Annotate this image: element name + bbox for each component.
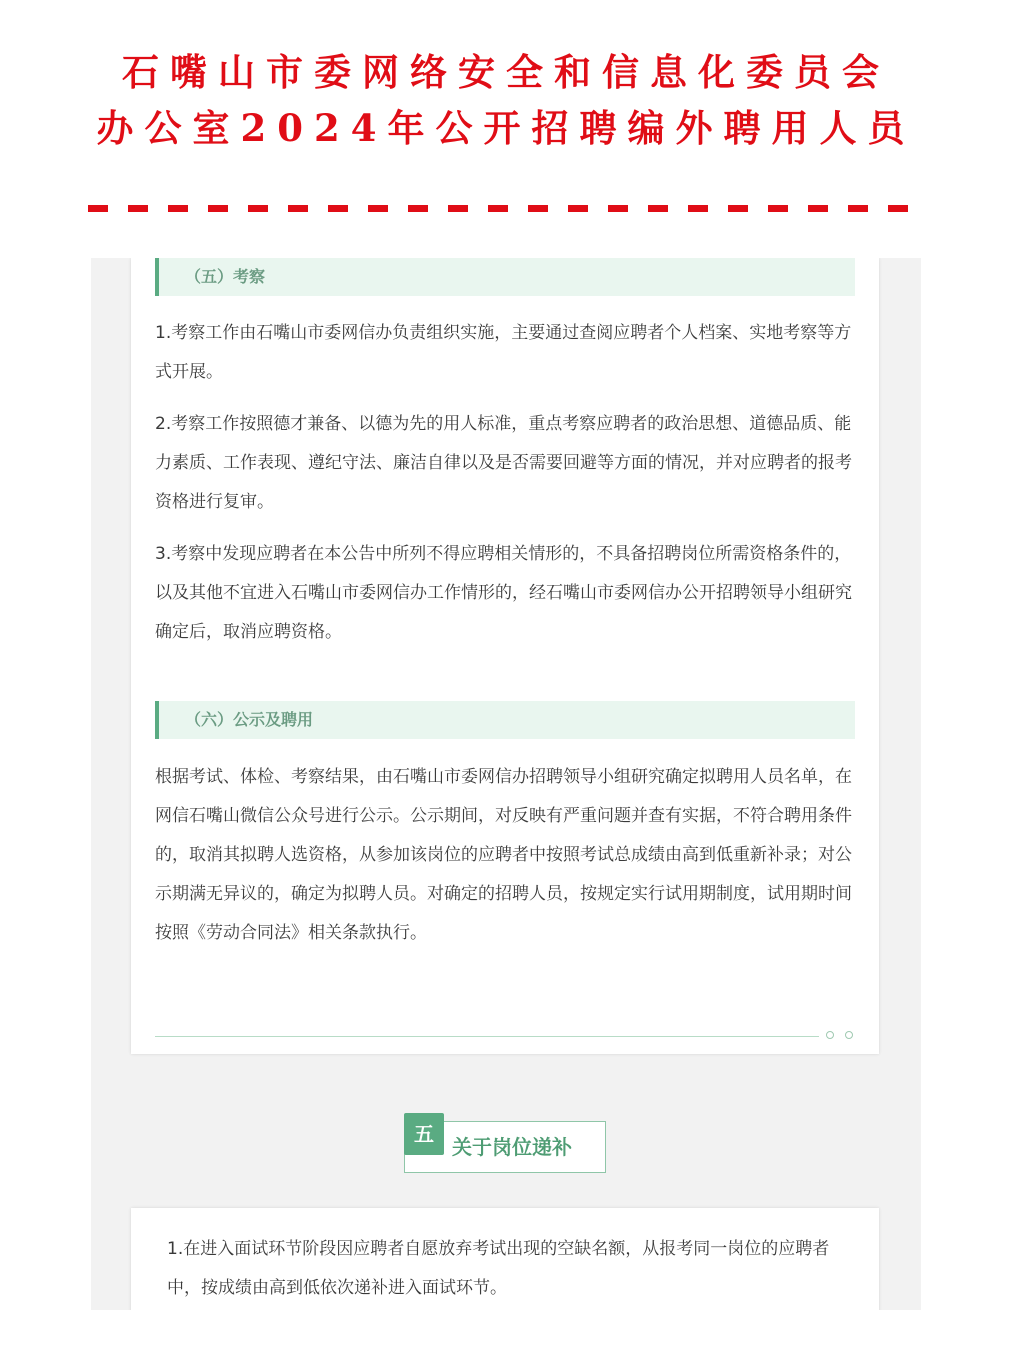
article-screenshot xyxy=(91,258,921,1310)
inspection-paragraph-2: 2.考察工作按照德才兼备、以德为先的用人标准，重点考察应聘者的政治思想、道德品质、能力素质、工作表现、遵纪守法、廉洁自律以及是否需要回避等方面的情况，并对应聘者的报考资格进行复审。 xyxy=(155,414,852,512)
chapter-number: 五 xyxy=(404,1113,444,1155)
content-card xyxy=(131,258,879,1054)
title-line-2: 办公室2024年公开招聘编外聘用人员 xyxy=(96,106,916,150)
subheading-publicity: （六）公示及聘用 xyxy=(155,701,855,739)
subheading-inspection: （五）考察 xyxy=(155,258,855,296)
card-footer-rule xyxy=(155,1036,819,1037)
chapter-label: 关于岗位递补 xyxy=(452,1135,572,1159)
circle-icon xyxy=(845,1031,853,1039)
publicity-paragraph: 根据考试、体检、考察结果，由石嘴山市委网信办招聘领导小组研究确定拟聘用人员名单，在网信石嘴山微信公众号进行公示。公示期间，对反映有严重问题并查有实据，不符合聘用条件的，取消其拟聘人选资格，从参加该岗位的应聘者中按照考试总成绩由高到低重新补录；对公示期满无异议的，确定为拟聘人员。对确定的招聘人员，按规定实行试用期制度，试用期时间按照《劳动合同法》相关条款执行。 xyxy=(155,767,852,943)
dashed-divider xyxy=(88,205,924,212)
replacement-paragraph-1: 1.在进入面试环节阶段因应聘者自愿放弃考试出现的空缺名额，从报考同一岗位的应聘者中，按成绩由高到低依次递补进入面试环节。 xyxy=(167,1239,830,1298)
inspection-paragraph-3: 3.考察中发现应聘者在本公告中所列不得应聘相关情形的，不具备招聘岗位所需资格条件的，以及其他不宜进入石嘴山市委网信办工作情形的，经石嘴山市委网信办公开招聘领导小组研究确定后，取消应聘资格。 xyxy=(155,544,852,642)
chapter-badge xyxy=(404,1121,606,1173)
circle-icon xyxy=(826,1031,834,1039)
page-title xyxy=(0,44,1012,156)
content-card xyxy=(131,1208,879,1310)
title-line-1: 石嘴山市委网络安全和信息化委员会 xyxy=(122,50,890,94)
inspection-paragraph-1: 1.考察工作由石嘴山市委网信办负责组织实施，主要通过查阅应聘者个人档案、实地考察等方式开展。 xyxy=(155,323,852,382)
